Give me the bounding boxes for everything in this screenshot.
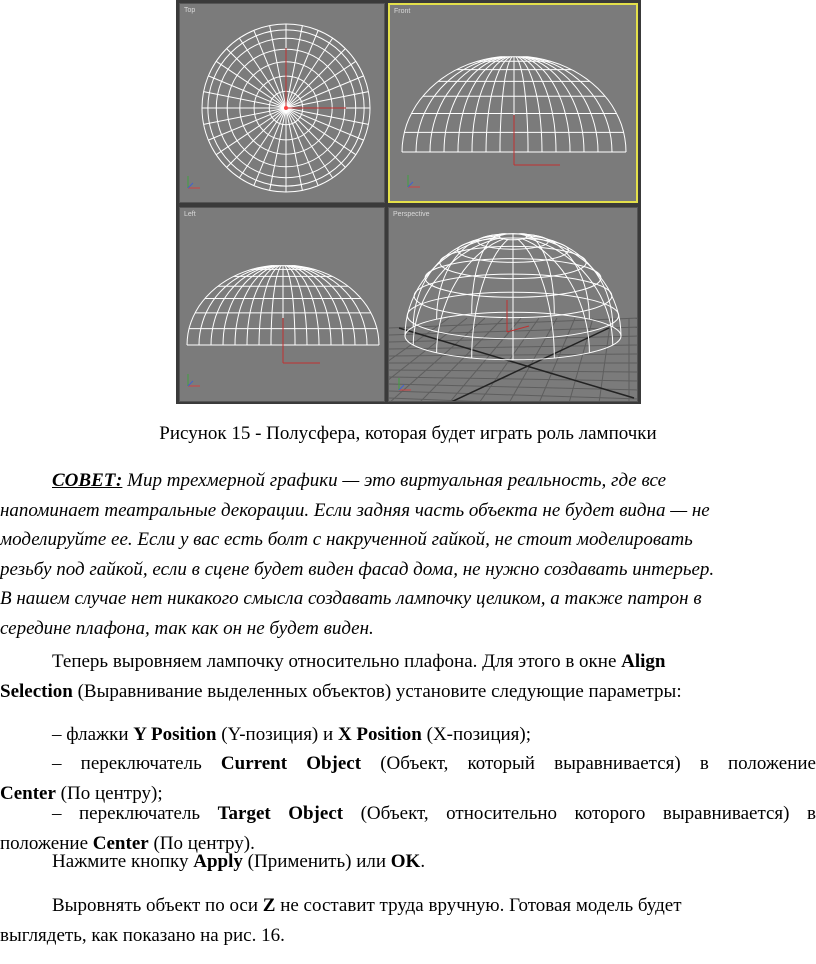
list-item-3-text: – переключатель [52,803,218,824]
z-term: Z [262,895,276,916]
apply-text-3: . [420,851,426,872]
tip-paragraph [0,466,816,643]
apply-text-2: (Применить) или [242,851,391,872]
target-object-term: Target Object [217,803,344,824]
hemisphere-front-view [390,5,636,201]
list-item-1-text-2: (Y-позиция) и [216,724,338,745]
apply-paragraph [0,847,816,877]
tip-line-4: резьбу под гайкой, если в сцене будет виден фасад дома, не нужно создавать интерьер. [0,558,715,580]
top-pivot [284,106,288,110]
final-text-3: выглядеть, как показано на рис. 16. [0,924,285,946]
viewports-figure [176,0,641,404]
list-item-2-text-3: (По центру); [55,782,163,804]
figure-caption: Рисунок 15 - Полусфера, которая будет играть роль лампочки [159,423,657,444]
viewport-left[interactable] [179,207,385,402]
gizmo-z [399,385,404,390]
center-term-1: Center [0,782,56,804]
hemisphere-left-view [180,208,385,402]
list-item-3-text-4: (По центру). [148,832,255,854]
final-paragraph [0,891,816,950]
list-item-3-line-1 [0,799,816,829]
list-item-1-text: – флажки [52,724,134,745]
viewport-perspective[interactable] [388,207,638,402]
gizmo-z [188,183,193,188]
y-position-term: Y Position [133,724,217,745]
selection-term: Selection [0,680,73,702]
gizmo-z [188,381,193,386]
current-object-term: Current Object [220,753,362,774]
viewport-label-perspective: Perspective [393,211,430,218]
align-term: Align [621,651,666,672]
center-term-2: Center [92,832,149,854]
list-item-2-text: – переключатель [52,753,221,774]
apply-term: Apply [193,851,243,872]
viewport-top[interactable] [179,3,385,203]
x-position-term: X Position [337,724,422,745]
tip-line-1: Мир трехмерной графики — это виртуальная реальность, где все [122,470,667,491]
viewport-label-front: Front [394,8,411,15]
perspective-wireframe [405,233,621,359]
tip-label: СОВЕТ: [52,470,123,491]
tip-line-2: напоминает театральные декорации. Если задняя часть объекта не будет видна — не [0,499,710,521]
list-item-1 [0,720,816,750]
align-text-1: Теперь выровняем лампочку относительно плафона. Для этого в окне [52,651,622,672]
list-item-2-text-2: (Объект, который выравнивается) в положение [361,753,816,774]
final-text-1: Выровнять объект по оси [52,895,263,916]
list-item-1-text-3: (X-позиция); [421,724,532,745]
viewport-label-top: Top [184,7,196,14]
list-item-3-text-2: (Объект, относительно которого выравнивается) в [343,803,816,824]
align-text-2: (Выравнивание выделенных объектов) установите следующие параметры: [72,680,682,702]
hemisphere-top-view [180,4,385,203]
gizmo-z [408,182,413,187]
list-item-2-line-1 [0,749,816,779]
final-text-2: не составит труда вручную. Готовая модель будет [275,895,682,916]
ok-term: OK [390,851,421,872]
hemisphere-perspective-view [389,208,638,402]
tip-line-5: В нашем случае нет никакого смысла создавать лампочку целиком, а также патрон в [0,588,702,609]
tip-line-3: моделируйте ее. Если у вас есть болт с накрученной гайкой, не стоит моделировать [0,529,693,550]
apply-text-1: Нажмите кнопку [52,851,194,872]
viewport-label-left: Left [184,211,196,218]
tip-line-6: середине плафона, так как он не будет виден. [0,617,374,639]
align-paragraph [0,647,816,706]
list-item-3-text-3: положение [0,832,93,854]
viewport-front[interactable] [388,3,638,203]
